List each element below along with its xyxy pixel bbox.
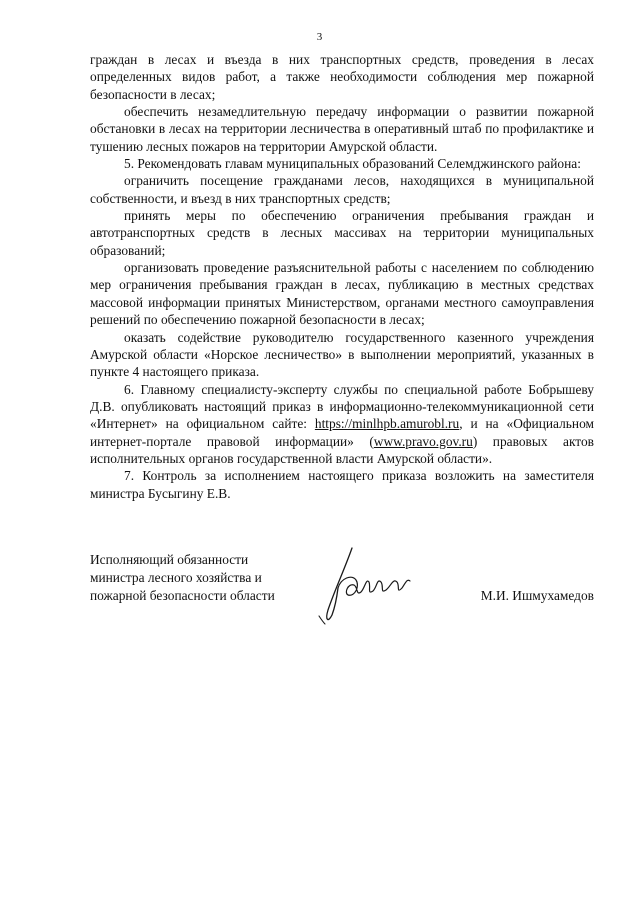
signatory-title-line-1: Исполняющий обязанности bbox=[90, 552, 249, 567]
page-number: 3 bbox=[316, 31, 323, 43]
item-6-text-end: ) правовых актов исполнительных органов государственной власти Амурской области». bbox=[90, 433, 594, 466]
pravo-portal-link[interactable]: www.pravo.gov.ru bbox=[373, 433, 473, 449]
paragraph-continuation: граждан в лесах и въезда в них транспортных средств, проведения в лесах определенных видов работ, а также необходимости соблюдения мер пожарной безопасности в лесах; bbox=[90, 52, 594, 102]
paragraph-info-transfer: обеспечить незамедлительную передачу информации о развитии пожарной обстановки в лесах на территории лесничества в оперативный штаб по профилактике и тушению лесных пожаров на территории Амурской области. bbox=[90, 104, 594, 154]
handwritten-signature bbox=[312, 540, 422, 630]
document-body bbox=[90, 51, 594, 502]
paragraph-explanatory-work: организовать проведение разъяснительной работы с населением по соблюдению мер ограничения пребывания граждан в лесах, публикацию в местных средствах массовой информации принятых Министерством, органами местного самоуправления решений по обеспечению пожарной безопасности в лесах; bbox=[90, 260, 594, 328]
paragraph-restrict-visits: ограничить посещение гражданами лесов, находящихся в муниципальной собственности, и въезд в них транспортных средств; bbox=[90, 173, 594, 206]
paragraph-item-7: 7. Контроль за исполнением настоящего приказа возложить на заместителя министра Бусыгину Е.В. bbox=[90, 468, 594, 501]
signatory-title bbox=[90, 551, 275, 605]
signatory-title-line-3: пожарной безопасности области bbox=[90, 588, 275, 603]
signatory-title-line-2: министра лесного хозяйства и bbox=[90, 570, 262, 585]
paragraph-assist-forestry: оказать содействие руководителю государственного казенного учреждения Амурской области «Норское лесничество» в выполнении мероприятий, указанных в пункте 4 настоящего приказа. bbox=[90, 329, 594, 380]
paragraph-item-5: 5. Рекомендовать главам муниципальных образований Селемджинского района: bbox=[124, 156, 581, 172]
signatory-name: М.И. Ишмухамедов bbox=[480, 588, 594, 603]
item-6-text-middle: , и на «Официальном интернет-портале правовой информации» ( bbox=[90, 416, 594, 449]
item-6-text-start: 6. Главному специалисту-эксперту службы по специальной работе Бобрышеву Д.В. опубликовать настоящий приказ в информационно-телекоммуникационной сети «Интернет» на официальном сайте: bbox=[90, 381, 594, 432]
paragraph-item-6 bbox=[90, 381, 594, 468]
paragraph-take-measures: принять меры по обеспечению ограничения пребывания граждан и автотранспортных средств в лесных массивах на территории муниципальных образований; bbox=[90, 208, 594, 258]
ministry-site-link[interactable]: https://minlhpb.amurobl.ru bbox=[314, 416, 460, 432]
